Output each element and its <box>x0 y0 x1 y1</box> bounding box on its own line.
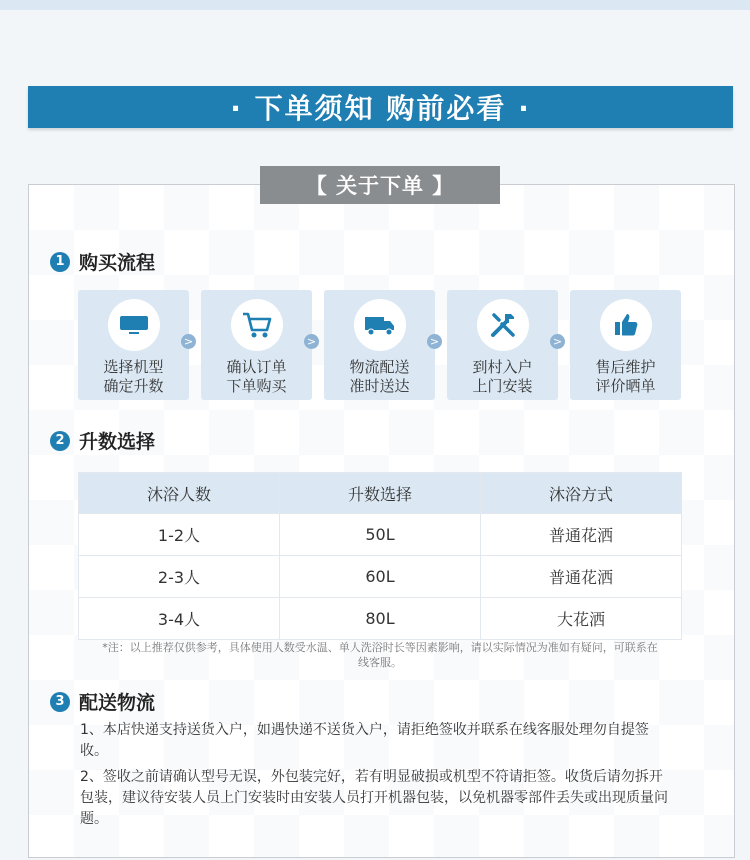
section-delivery-heading <box>50 688 155 715</box>
section-number-badge: 3 <box>50 692 70 712</box>
table-row <box>79 514 682 556</box>
chevron-right-icon: > <box>304 334 319 349</box>
section-title: 配送物流 <box>79 692 156 714</box>
step-line2: 上门安装 <box>472 377 533 395</box>
step-line1: 售后维护 <box>595 358 656 376</box>
table-cell: 2-3人 <box>79 556 280 598</box>
page-banner <box>28 86 733 128</box>
section-number-badge: 1 <box>50 252 70 272</box>
chevron-right-icon: > <box>427 334 442 349</box>
thumbs-up-icon <box>600 299 652 351</box>
capacity-table <box>78 472 682 640</box>
step-line1: 选择机型 <box>103 358 164 376</box>
step-logistics <box>324 290 435 400</box>
truck-icon <box>354 299 406 351</box>
table-row <box>79 598 682 640</box>
delivery-paragraph-2: 2、签收之前请确认型号无误，外包装完好，若有明显破损或机型不符请拒签。收货后请勿拆开包装，建议待安装人员上门安装时由安装人员打开机器包装，以免机器零部件丢失或出现质量问题。 <box>80 769 668 827</box>
tools-icon <box>477 299 529 351</box>
column-header: 沐浴方式 <box>481 473 682 514</box>
table-cell: 普通花洒 <box>481 514 682 556</box>
step-installation <box>447 290 558 400</box>
step-line1: 到村入户 <box>472 358 533 376</box>
chevron-right-icon: > <box>550 334 565 349</box>
card-tab <box>260 166 500 204</box>
table-cell: 60L <box>280 556 481 598</box>
step-line2: 准时送达 <box>349 377 410 395</box>
banner-title: · 下单须知 购前必看 · <box>230 92 531 125</box>
step-line1: 物流配送 <box>349 358 410 376</box>
section-number-badge: 2 <box>50 431 70 451</box>
section-title: 升数选择 <box>79 431 156 453</box>
step-after-sales <box>570 290 681 400</box>
column-header: 升数选择 <box>280 473 481 514</box>
chevron-right-icon: > <box>181 334 196 349</box>
section-purchase-flow-heading <box>50 248 155 275</box>
table-cell: 3-4人 <box>79 598 280 640</box>
column-header: 沐浴人数 <box>79 473 280 514</box>
section-capacity-heading <box>50 427 155 454</box>
delivery-paragraph-1: 1、本店快递支持送货入户，如遇快递不送货入户，请拒绝签收并联系在线客服处理勿自提签收。 <box>80 722 649 759</box>
step-line2: 确定升数 <box>103 377 164 395</box>
table-header-row <box>79 473 682 514</box>
step-confirm-order <box>201 290 312 400</box>
table-cell: 普通花洒 <box>481 556 682 598</box>
table-cell: 1-2人 <box>79 514 280 556</box>
card-tab-label: 【 关于下单 】 <box>305 174 455 198</box>
step-choose-model <box>78 290 189 400</box>
top-strip <box>0 0 750 10</box>
table-row <box>79 556 682 598</box>
cart-icon <box>231 299 283 351</box>
section-title: 购买流程 <box>79 252 156 274</box>
table-cell: 80L <box>280 598 481 640</box>
table-cell: 大花洒 <box>481 598 682 640</box>
purchase-flow-steps <box>78 290 688 400</box>
step-line1: 确认订单 <box>226 358 287 376</box>
table-cell: 50L <box>280 514 481 556</box>
table-note: *注：以上推荐仅供参考，具体使用人数受水温、单人洗浴时长等因素影响，请以实际情况为准如有疑问，可联系在线客服。 <box>102 641 658 669</box>
step-line2: 下单购买 <box>226 377 287 395</box>
tv-icon <box>108 299 160 351</box>
step-line2: 评价晒单 <box>595 377 656 395</box>
